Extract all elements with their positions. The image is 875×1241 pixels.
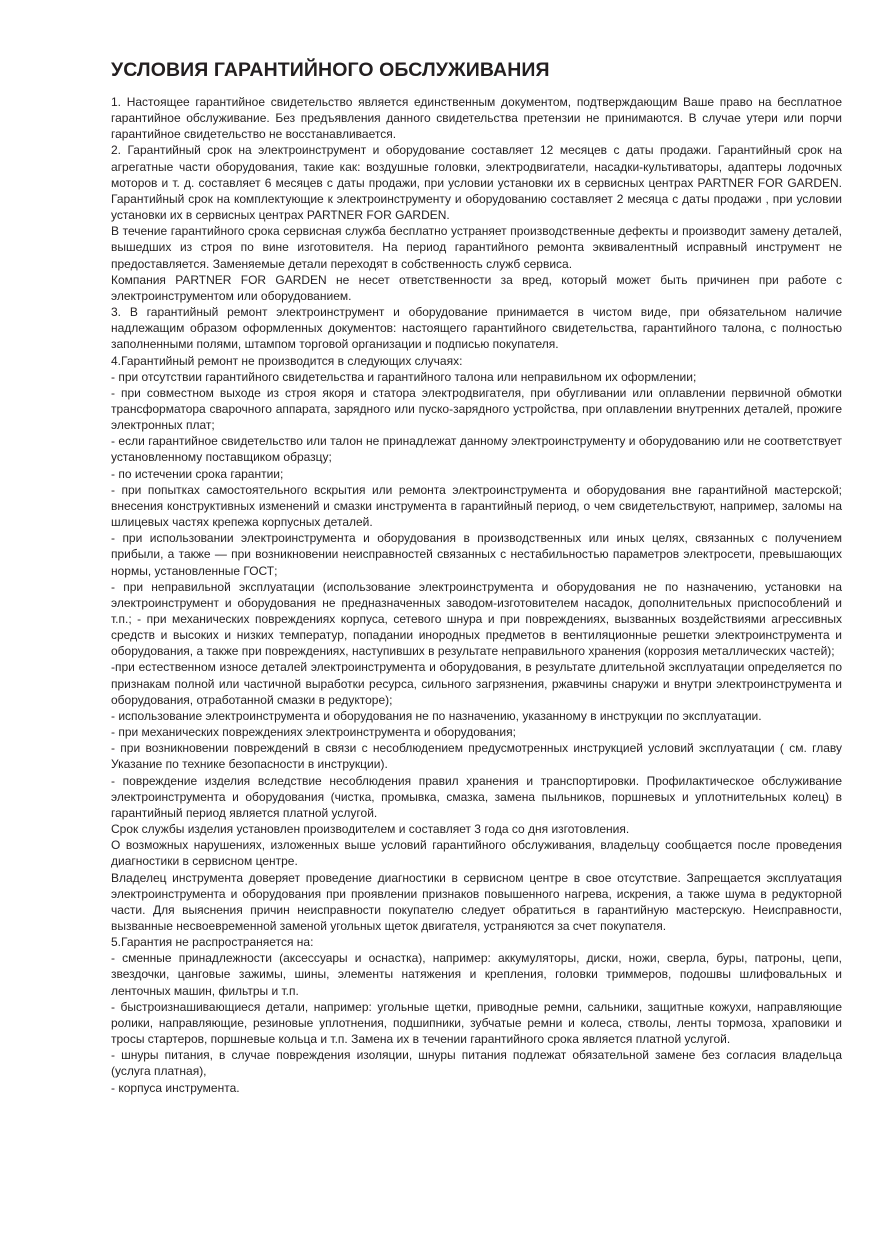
list-item: - при отсутствии гарантийного свидетельства и гарантийного талона или неправильном их оформлении;: [111, 369, 697, 384]
list-item: - сменные принадлежности (аксессуары и оснастка), например: аккумуляторы, диски, ножи, сверла, буры, патроны, цепи, звездочки, цанговые зажимы, шины, элементы натяжения и крепления, головки триммеров, подошвы шлифовальных и ленточных машин, фильтры и т.п.: [111, 951, 842, 998]
list-item: - при механических повреждениях электроинструмента и оборудования;: [111, 725, 516, 740]
warranty-document: [111, 57, 842, 1096]
list-item: -при естественном износе деталей электроинструмента и оборудования, в результате длительной эксплуатации определяется по признакам полной или частичной выработки ресурса, сильного загрязнения, ржавчины снаружи и внутри электроинструмента и оборудования, отработанной смазки в редукторе);: [111, 660, 842, 707]
list-item: - повреждение изделия вследствие несоблюдения правил хранения и транспортировки. Профилактическое обслуживание электроинструмента и оборудования (чистка, промывка, смазка, замена пыльников, поршневых и уплотнительных колец) в гарантийный период является платной услугой.: [111, 773, 842, 820]
list-item: - при неправильной эксплуатации (использование электроинструмента и оборудования не по назначению, установки на электроинструмент и оборудования не предназначенных заводом-изготовителем насадок, дополнительных приспособлений и т.п.; - при механических повреждениях корпуса, сетевого шнура и при повреждениях, вызванных воздействиями агрессивных средств и высоких и низких температур, попадании инородных предметов в вентиляционные решетки электроинструмента и оборудования, а также при повреждениях, наступивших в результате неправильного хранения (коррозия металлических частей);: [111, 579, 842, 659]
paragraph: 2. Гарантийный срок на электроинструмент и оборудование составляет 12 месяцев с даты продажи. Гарантийный срок на агрегатные части оборудования, такие как: воздушные головки, электродвигатели, насадки-культиваторы, адаптеры лодочных моторов и т. д. составляет 6 месяцев с даты продажи, при условии установки их в сервисных центрах PARTNER FOR GARDEN. Гарантийный срок на комплектующие к электроинструменту и оборудованию составляет 2 месяца с даты продажи , при условии установки их в сервисных центрах PARTNER FOR GARDEN.: [111, 143, 842, 223]
paragraph: Компания PARTNER FOR GARDEN не несет ответственности за вред, который может быть причинен при работе с электроинструментом или оборудованием.: [111, 272, 842, 303]
list-item: - если гарантийное свидетельство или талон не принадлежат данному электроинструменту и оборудованию или не соответствует установленному поставщиком образцу;: [111, 434, 842, 465]
page-title: УСЛОВИЯ ГАРАНТИЙНОГО ОБСЛУЖИВАНИЯ: [111, 59, 550, 81]
paragraph: 5.Гарантия не распространяется на:: [111, 935, 314, 950]
list-item: - при попытках самостоятельного вскрытия или ремонта электроинструмента и оборудования вне гарантийной мастерской; внесения конструктивных изменений и смазки инструмента в гарантийный период, о чем свидетельствуют, например, заломы на шлицевых частях крепежа корпусных деталей.: [111, 482, 842, 530]
list-item: - по истечении срока гарантии;: [111, 466, 284, 481]
paragraph: В течение гарантийного срока сервисная служба бесплатно устраняет производственные дефекты и производит замену деталей, вышедших из строя по вине изготовителя. На период гарантийного ремонта эквивалентный исправный инструмент не предоставляется. Заменяемые детали переходят в собственность служб сервиса.: [111, 224, 842, 271]
list-item: - при возникновении повреждений в связи с несоблюдением предусмотренных инструкцией условий эксплуатации ( см. главу Указание по технике безопасности в инструкции).: [111, 741, 842, 772]
document-body: [111, 94, 842, 1096]
list-item: - при совместном выходе из строя якоря и статора электродвигателя, при обугливании или оплавлении первичной обмотки трансформатора сварочного аппарата, зарядного или пуско-зарядного устройства, при оплавлении внутренних деталей, прожиге электронных плат;: [111, 385, 842, 433]
paragraph: 4.Гарантийный ремонт не производится в следующих случаях:: [111, 353, 463, 368]
list-item: - корпуса инструмента.: [111, 1080, 240, 1095]
list-item: - при использовании электроинструмента и оборудования в производственных или иных целях, связанных с получением прибыли, а также — при возникновении неисправностей связанных с нестабильностью параметров электросети, превышающих нормы, установленные ГОСТ;: [111, 531, 842, 578]
paragraph: 1. Настоящее гарантийное свидетельство является единственным документом, подтверждающим Ваше право на бесплатное гарантийное обслуживание. Без предъявления данного свидетельства претензии не принимаются. В случае утери или порчи гарантийное свидетельство не восстанавливается.: [111, 95, 842, 142]
paragraph: Срок службы изделия установлен производителем и составляет 3 года со дня изготовления.: [111, 822, 630, 837]
paragraph: Владелец инструмента доверяет проведение диагностики в сервисном центре в свое отсутствие. Запрещается эксплуатация электроинструмента и оборудования при проявлении признаков повышенного нагрева, искрения, а также шума в редукторной части. Для выяснения причин неисправности покупателю следует обратиться в гарантийную мастерскую. Неисправности, вызванные несвоевременной заменой угольных щеток двигателя, устраняются за счет покупателя.: [111, 870, 842, 933]
paragraph: 3. В гарантийный ремонт электроинструмент и оборудование принимается в чистом виде, при обязательном наличие надлежащим образом оформленных документов: настоящего гарантийного свидетельства, гарантийного талона, с полностью заполненными полями, штампом торговой организации и подписью покупателя.: [111, 305, 842, 352]
list-item: - шнуры питания, в случае повреждения изоляции, шнуры питания подлежат обязательной замене без согласия владельца (услуга платная),: [111, 1048, 842, 1079]
list-item: - быстроизнашивающиеся детали, например: угольные щетки, приводные ремни, сальники, защитные кожухи, направляющие ролики, направляющие, резиновые уплотнения, подшипники, зубчатые ремни и колеса, стволы, ленты тормоза, храповики и тросы стартеров, поршневые кольца и т.п. Замена их в течении гарантийного срока является платной услугой.: [111, 999, 842, 1047]
list-item: - использование электроинструмента и оборудования не по назначению, указанному в инструкции по эксплуатации.: [111, 708, 762, 723]
paragraph: О возможных нарушениях, изложенных выше условий гарантийного обслуживания, владельцу сообщается после проведения диагностики в сервисном центре.: [111, 838, 842, 869]
